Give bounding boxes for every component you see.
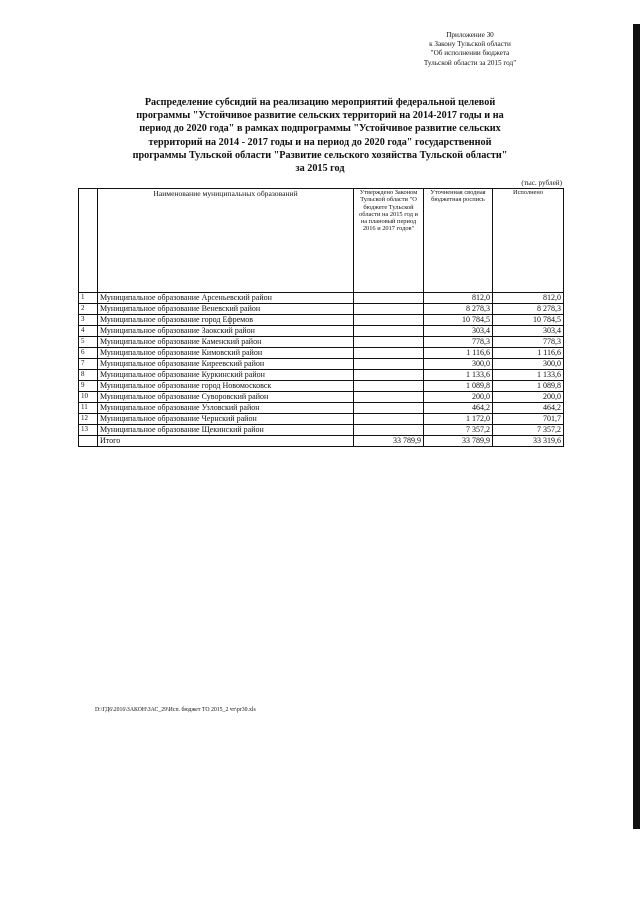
- title-line: Распределение субсидий на реализацию мероприятий федеральной целевой: [144, 97, 496, 108]
- cell-approved: [354, 326, 424, 337]
- subsidy-table: [78, 188, 564, 447]
- cell-approved: [354, 370, 424, 381]
- cell-executed: 464,2: [493, 403, 564, 414]
- cell-name: Муниципальное образование Заокский район: [98, 326, 354, 337]
- cell-name: Муниципальное образование Арсеньевский район: [98, 293, 354, 304]
- cell-executed: 7 357,2: [493, 425, 564, 436]
- cell-revised: 200,0: [424, 392, 493, 403]
- scan-edge-bar: [633, 24, 640, 829]
- cell-name: Муниципальное образование Куркинский район: [98, 370, 354, 381]
- cell-executed: 10 784,5: [493, 315, 564, 326]
- table-row: [79, 381, 564, 392]
- appendix-line: Приложение 30: [446, 31, 494, 39]
- cell-revised: 300,0: [424, 359, 493, 370]
- cell-num: [79, 436, 98, 447]
- cell-num: 7: [79, 359, 98, 370]
- appendix-note: [385, 31, 555, 68]
- cell-revised: 303,4: [424, 326, 493, 337]
- title-line: период до 2020 года" в рамках подпрограммы "Устойчивое развитие сельских: [139, 123, 501, 135]
- cell-approved: [354, 359, 424, 370]
- table-row: [79, 370, 564, 381]
- table-body: [79, 293, 564, 447]
- cell-executed: 33 319,6: [493, 436, 564, 447]
- cell-approved: [354, 381, 424, 392]
- cell-name: Итого: [98, 436, 354, 447]
- cell-num: 3: [79, 315, 98, 326]
- cell-approved: [354, 304, 424, 315]
- cell-executed: 1 133,6: [493, 370, 564, 381]
- appendix-line: к Закону Тульской области: [429, 40, 511, 49]
- cell-revised: 778,3: [424, 337, 493, 348]
- cell-name: Муниципальное образование Щекинский район: [98, 425, 354, 436]
- table-row: [79, 315, 564, 326]
- cell-num: 4: [79, 326, 98, 337]
- cell-revised: 1 172,0: [424, 414, 493, 425]
- appendix-line: Тульской области за 2015 год": [423, 58, 517, 67]
- table-row: [79, 348, 564, 359]
- header-number: [79, 189, 98, 293]
- cell-executed: 8 278,3: [493, 304, 564, 315]
- cell-num: 11: [79, 403, 98, 414]
- table-row: [79, 392, 564, 403]
- table-row: [79, 425, 564, 436]
- cell-approved: [354, 315, 424, 326]
- cell-approved: [354, 414, 424, 425]
- cell-num: 2: [79, 304, 98, 315]
- cell-name: Муниципальное образование Чернский район: [98, 414, 354, 425]
- table-row: [79, 326, 564, 337]
- title-line: территорий на 2014 - 2017 годы и на период до 2020 года" государственной: [148, 136, 492, 148]
- title-line: программы Тульской области "Развитие сельского хозяйства Тульской области": [132, 149, 508, 161]
- file-path: D:\ГД6\2016\ЗАКОН\ЗАС_29\Исп. бюджет ТО 2015_2 чт\pr30.xls: [95, 707, 256, 713]
- cell-name: Муниципальное образование Киреевский район: [98, 359, 354, 370]
- cell-revised: 812,0: [424, 293, 493, 304]
- cell-executed: 812,0: [493, 293, 564, 304]
- document-title: [70, 96, 570, 175]
- cell-revised: 10 784,5: [424, 315, 493, 326]
- cell-revised: 464,2: [424, 403, 493, 414]
- table-row: [79, 359, 564, 370]
- header-revised: Уточненная сводная бюджетная роспись: [424, 189, 493, 293]
- cell-approved: [354, 403, 424, 414]
- cell-revised: 1 089,8: [424, 381, 493, 392]
- cell-name: Муниципальное образование город Ефремов: [98, 315, 354, 326]
- table-row: [79, 414, 564, 425]
- cell-name: Муниципальное образование Узловский район: [98, 403, 354, 414]
- header-name: Наименование муниципальных образований: [98, 189, 354, 293]
- appendix-line: "Об исполнении бюджета: [430, 49, 510, 58]
- cell-executed: 303,4: [493, 326, 564, 337]
- cell-executed: 778,3: [493, 337, 564, 348]
- header-executed: Исполнено: [493, 189, 564, 293]
- cell-name: Муниципальное образование Суворовский район: [98, 392, 354, 403]
- cell-num: 1: [79, 293, 98, 304]
- cell-revised: 1 133,6: [424, 370, 493, 381]
- cell-revised: 7 357,2: [424, 425, 493, 436]
- units-label: (тыс. рублей): [521, 179, 562, 187]
- cell-approved: [354, 392, 424, 403]
- cell-revised: 33 789,9: [424, 436, 493, 447]
- cell-revised: 1 116,6: [424, 348, 493, 359]
- cell-approved: [354, 293, 424, 304]
- cell-num: 12: [79, 414, 98, 425]
- cell-num: 13: [79, 425, 98, 436]
- cell-approved: [354, 337, 424, 348]
- cell-approved: [354, 348, 424, 359]
- cell-num: 10: [79, 392, 98, 403]
- title-line: программы "Устойчивое развитие сельских территорий на 2014-2017 годы и на: [136, 110, 504, 122]
- cell-executed: 300,0: [493, 359, 564, 370]
- table-header-row: [79, 189, 564, 293]
- cell-executed: 200,0: [493, 392, 564, 403]
- table-row: [79, 403, 564, 414]
- header-approved: Утверждено Законом Тульской области "О бюджете Тульской области на 2015 год и на плановый период 2016 и 2017 годов": [354, 189, 424, 293]
- table-row: [79, 337, 564, 348]
- cell-revised: 8 278,3: [424, 304, 493, 315]
- table-row: [79, 293, 564, 304]
- cell-approved: [354, 425, 424, 436]
- cell-num: 5: [79, 337, 98, 348]
- cell-name: Муниципальное образование Веневский район: [98, 304, 354, 315]
- cell-executed: 701,7: [493, 414, 564, 425]
- cell-approved: 33 789,9: [354, 436, 424, 447]
- cell-num: 9: [79, 381, 98, 392]
- cell-num: 6: [79, 348, 98, 359]
- cell-name: Муниципальное образование Каменский район: [98, 337, 354, 348]
- total-row: [79, 436, 564, 447]
- cell-name: Муниципальное образование Кимовский район: [98, 348, 354, 359]
- title-line: за 2015 год: [295, 163, 345, 175]
- cell-num: 8: [79, 370, 98, 381]
- cell-executed: 1 089,8: [493, 381, 564, 392]
- cell-executed: 1 116,6: [493, 348, 564, 359]
- table-row: [79, 304, 564, 315]
- cell-name: Муниципальное образование город Новомосковск: [98, 381, 354, 392]
